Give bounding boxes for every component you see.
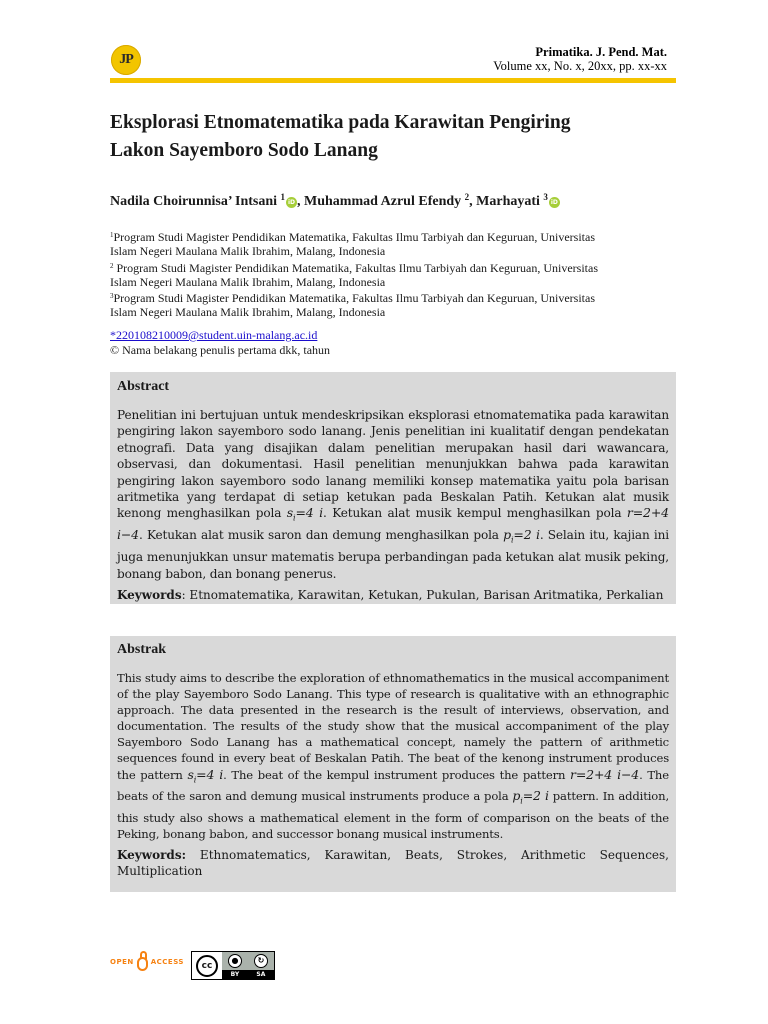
abstract-text: Penelitian ini bertujuan untuk mendeskripsikan eksplorasi etnomatematika pada karawitan pengiring lakon sayemboro sodo lanang. Jenis penelitian ini kualitatif dengan pendekatan etnografi. Data yang disajikan dalam penelitian merupakan hasil dari wawancara, observasi, dan dokumentasi. Hasil penelitian menunjukkan bahwa pada karawitan pengiring lakon sayemboro sodo lanang memiliki konsep matematika yaitu pola barisan aritmetika yang terdapat di setiap ketukan pada Beskalan Patih. Ketukan alat musik kenong menghasilkan pola $s_i=4$ i. Ketukan alat musik kempul menghasilkan pola r=2+4 i−4. Ketukan alat musik saron dan demung menghasilkan pola $p_i=2$ i. Selain itu, kajian ini juga menunjukkan unsur matematis berupa perbandingan pada ketukan alat musik peking, bonang babon, dan bonang penerus. xyxy=(117,408,669,581)
open-access-lock-icon xyxy=(137,957,148,971)
affiliations xyxy=(110,228,670,320)
keywords-line xyxy=(117,847,669,879)
author-name: Marhayati xyxy=(476,194,540,209)
math-formula: r=2+4 i−4 xyxy=(570,766,640,782)
open-access-label: OPEN xyxy=(110,958,134,966)
affiliation-item: $^1$Program Studi Magister Pendidikan Matematika, Fakultas Ilmu Tarbiyah dan Keguruan, Universitas Islam Negeri Maulana Malik Ibrahim, Malang, Indonesia xyxy=(110,230,596,259)
keywords-list: Ethnomatematics, Karawitan, Beats, Strokes, Arithmetic Sequences, Multiplication xyxy=(117,847,669,878)
author-affiliation-mark: 1 xyxy=(280,192,286,202)
open-access-label: ACCESS xyxy=(150,958,184,966)
open-access-logo xyxy=(110,955,184,969)
abstrak-box xyxy=(110,636,676,892)
orcid-icon[interactable]: iD xyxy=(550,199,558,206)
math-formula: $s_i=4$ i xyxy=(187,766,224,785)
keywords-label: Keywords: xyxy=(117,847,187,862)
abstract-heading: Abstract xyxy=(117,379,170,394)
corresponding-email-link[interactable]: *220108210009@student.uin-malang.ac.id xyxy=(110,328,318,342)
cc-share-alike-icon: ↻ xyxy=(254,954,268,968)
cc-by-person-icon: ● xyxy=(228,954,242,968)
author-affiliation-mark: 3 xyxy=(543,192,548,202)
math-formula: $s_i=4$ i xyxy=(286,505,324,523)
orcid-icon[interactable]: iD xyxy=(287,199,296,206)
math-formula: $p_i=2$ i xyxy=(503,527,540,545)
affiliation-item: $^3$Program Studi Magister Pendidikan Matematika, Fakultas Ilmu Tarbiyah dan Keguruan, Universitas Islam Negeri Maulana Malik Ibrahim, Malang, Indonesia xyxy=(110,291,596,320)
author-name: Nadila Choirunnisa’ Intsani xyxy=(110,194,278,209)
cc-by-sa-license-badge[interactable] xyxy=(191,951,275,980)
math-formula: $p_i=2$ i xyxy=(512,788,549,806)
cc-conditions-panel xyxy=(222,952,274,979)
article-title xyxy=(110,109,670,165)
abstract-box xyxy=(110,372,676,604)
keywords-label: Keywords xyxy=(117,588,182,603)
cc-logo-panel xyxy=(192,952,222,979)
math-formula: r=2+4 i−4 xyxy=(117,505,669,543)
affiliation-item: $^2$ Program Studi Magister Pendidikan Matematika, Fakultas Ilmu Tarbiyah dan Keguruan, Universitas Islam Negeri Maulana Malik Ibrahim, Malang, Indonesia xyxy=(110,260,599,289)
journal-name: Primatika. J. Pend. Mat. xyxy=(535,45,667,59)
author-list: Nadila Choirunnisa’ Intsani $^1$iD , Muhammad Azrul Efendy $^2$, Marhayati $^3$iD xyxy=(110,192,558,209)
author-affiliation-mark: 2 xyxy=(464,192,470,202)
title-line-2: Lakon Sayemboro Sodo Lanang xyxy=(110,140,378,161)
header-rule xyxy=(110,78,676,83)
keywords-line xyxy=(117,587,669,603)
cc-by-label: BY xyxy=(230,971,240,978)
abstrak-heading: Abstrak xyxy=(117,642,167,657)
keywords-list: : Etnomatematika, Karawitan, Ketukan, Pukulan, Barisan Aritmatika, Perkalian xyxy=(181,588,664,603)
cc-sa-label: SA xyxy=(256,971,266,978)
title-line-1: Eksplorasi Etnomatematika pada Karawitan Pengiring xyxy=(110,112,571,133)
journal-volume: Volume xx, No. x, 20xx, pp. xx-xx xyxy=(493,59,667,73)
journal-logo: JP xyxy=(111,45,141,75)
abstrak-text: This study aims to describe the exploration of ethnomathematics in the musical accompaniment of the play Sayemboro Sodo Lanang. This type of research is qualitative with an ethnographic approach. The data presented in the research is the result of interviews, observation, and documentation. The results of the study show that the musical accompaniment of the play Sayemboro Sodo Lanang has a mathematical concept, namely the pattern of arithmetic sequences found in every beat of Beskalan Patih. The beat of the kenong instrument produces the pattern $s_i=4$ i. The beat of the kempul instrument produces the pattern r=2+4 i−4. The beats of the saron and demung musical instruments produce a pola $p_i=2$ i pattern. In addition, this study also shows a mathematical element in the form of comparison on the beats of the Peking, bonang babon, and successor bonang musical instruments. xyxy=(117,671,669,841)
cc-logo-icon: cc xyxy=(196,955,218,977)
author-name: Muhammad Azrul Efendy xyxy=(304,194,462,209)
copyright-line: © Nama belakang penulis pertama dkk, tahun xyxy=(110,343,331,357)
